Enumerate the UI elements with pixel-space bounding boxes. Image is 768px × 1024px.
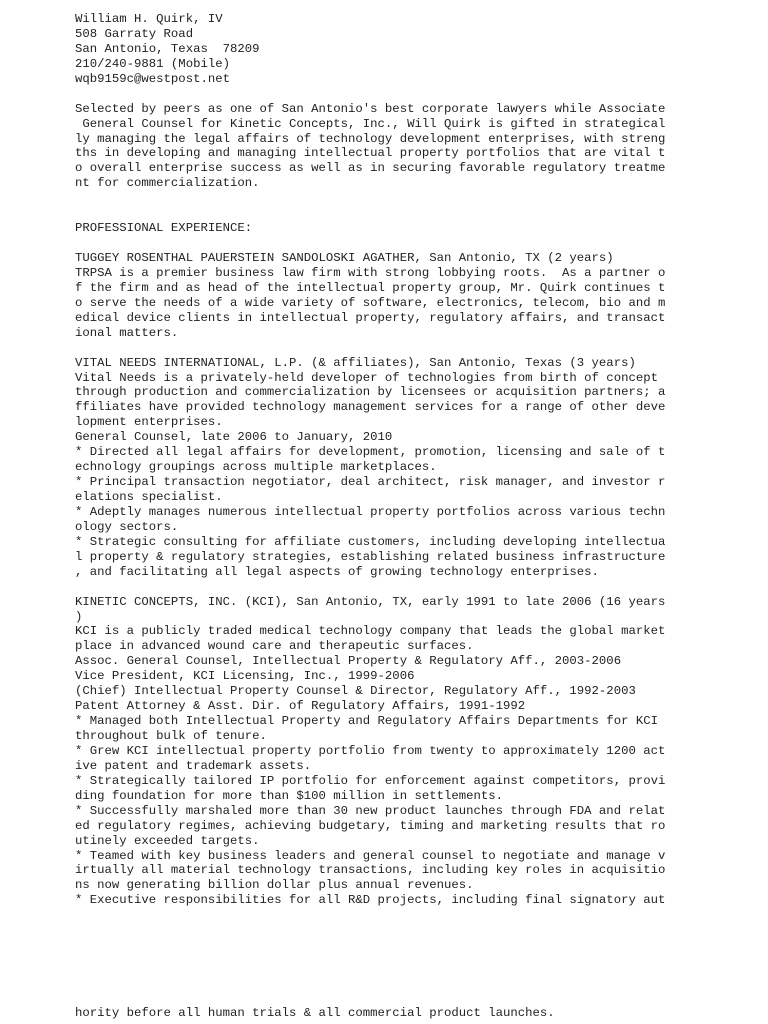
summary-line: nt for commercialization.	[75, 176, 260, 191]
job-line: * Strategic consulting for affiliate customers, including developing intellectua	[75, 534, 666, 549]
job-line: utinely exceeded targets.	[75, 833, 260, 848]
job-line: o serve the needs of a wide variety of software, electronics, telecom, bio and m	[75, 295, 666, 310]
job-line: TUGGEY ROSENTHAL PAUERSTEIN SANDOLOSKI AGATHER, San Antonio, TX (2 years)	[75, 251, 614, 265]
job-line: Vital Needs is a privately-held developer of technologies from birth of concept	[75, 370, 658, 385]
job-line: throughout bulk of tenure.	[75, 729, 267, 743]
job-line: VITAL NEEDS INTERNATIONAL, L.P. (& affiliates), San Antonio, Texas (3 years)	[75, 355, 636, 370]
job-line: KINETIC CONCEPTS, INC. (KCI), San Antonio, TX, early 1991 to late 2006 (16 years	[75, 594, 666, 609]
summary-line: Selected by peers as one of San Antonio's best corporate lawyers while Associate	[75, 101, 666, 116]
contact-city: San Antonio, Texas 78209	[75, 41, 260, 56]
summary-line: o overall enterprise success as well as in securing favorable regulatory treatme	[75, 161, 666, 176]
job-line: ding foundation for more than $100 million in settlements.	[75, 788, 504, 803]
job-entry-vital-needs	[75, 356, 695, 580]
job-line: ed regulatory regimes, achieving budgetary, timing and marketing results that ro	[75, 818, 666, 833]
contact-email: wqb9159c@westpost.net	[75, 71, 230, 86]
job-line: through production and commercialization by licensees or acquisition partners; a	[75, 385, 666, 400]
job-line: * Strategically tailored IP portfolio for enforcement against competitors, provi	[75, 773, 666, 788]
job-entry-kci	[75, 595, 695, 909]
job-line: edical device clients in intellectual property, regulatory affairs, and transact	[75, 310, 666, 325]
job-line: * Executive responsibilities for all R&D projects, including final signatory aut	[75, 893, 666, 908]
job-line: Patent Attorney & Asst. Dir. of Regulatory Affairs, 1991-1992	[75, 699, 526, 714]
job-line: lopment enterprises.	[75, 415, 223, 430]
job-line: ional matters.	[75, 325, 179, 340]
job-line: , and facilitating all legal aspects of growing technology enterprises.	[75, 564, 599, 579]
summary-paragraph	[75, 102, 695, 192]
job-line: General Counsel, late 2006 to January, 2010	[75, 430, 393, 445]
job-entry-trpsa	[75, 251, 695, 341]
job-line: * Principal transaction negotiator, deal architect, risk manager, and investor r	[75, 475, 666, 490]
job-line: * Directed all legal affairs for development, promotion, licensing and sale of t	[75, 445, 666, 460]
job-line: * Successfully marshaled more than 30 new product launches through FDA and relat	[75, 803, 666, 818]
job-line: * Grew KCI intellectual property portfolio from twenty to approximately 1200 act	[75, 743, 666, 758]
job-line: irtually all material technology transactions, including key roles in acquisitio	[75, 863, 666, 878]
summary-line: ths in developing and managing intellectual property portfolios that are vital t	[75, 146, 666, 161]
job-line: Assoc. General Counsel, Intellectual Property & Regulatory Aff., 2003-2006	[75, 654, 622, 669]
page-continuation	[75, 1006, 695, 1021]
contact-name: William H. Quirk, IV	[75, 12, 223, 26]
job-line: elations specialist.	[75, 490, 223, 504]
job-line: )	[75, 609, 83, 624]
job-line: ive patent and trademark assets.	[75, 758, 312, 773]
job-line: ology sectors.	[75, 519, 179, 534]
job-line: place in advanced wound care and therapeutic surfaces.	[75, 639, 474, 654]
job-line: TRPSA is a premier business law firm with strong lobbying roots. As a partner o	[75, 265, 666, 280]
resume-body	[75, 12, 695, 908]
job-line: Vice President, KCI Licensing, Inc., 1999-2006	[75, 669, 415, 684]
job-line: * Adeptly manages numerous intellectual property portfolios across various techn	[75, 504, 666, 519]
contact-phone: 210/240-9881 (Mobile)	[75, 56, 230, 71]
job-line: (Chief) Intellectual Property Counsel & Director, Regulatory Aff., 1992-2003	[75, 684, 636, 699]
job-line: f the firm and as head of the intellectual property group, Mr. Quirk continues t	[75, 280, 666, 295]
job-line: KCI is a publicly traded medical technology company that leads the global market	[75, 624, 666, 639]
job-line: l property & regulatory strategies, establishing related business infrastructure	[75, 549, 666, 564]
continuation-line: hority before all human trials & all commercial product launches.	[75, 1006, 555, 1020]
job-line: echnology groupings across multiple marketplaces.	[75, 460, 437, 475]
contact-block	[75, 12, 695, 87]
summary-line: General Counsel for Kinetic Concepts, Inc., Will Quirk is gifted in strategical	[75, 116, 666, 131]
job-line: * Managed both Intellectual Property and Regulatory Affairs Departments for KCI	[75, 714, 658, 729]
contact-street: 508 Garraty Road	[75, 26, 194, 41]
job-line: ns now generating billion dollar plus annual revenues.	[75, 878, 474, 893]
job-line: * Teamed with key business leaders and general counsel to negotiate and manage v	[75, 848, 666, 863]
summary-line: ly managing the legal affairs of technology development enterprises, with streng	[75, 131, 666, 146]
section-heading: PROFESSIONAL EXPERIENCE:	[75, 221, 253, 236]
job-line: ffiliates have provided technology management services for a range of other deve	[75, 400, 666, 415]
